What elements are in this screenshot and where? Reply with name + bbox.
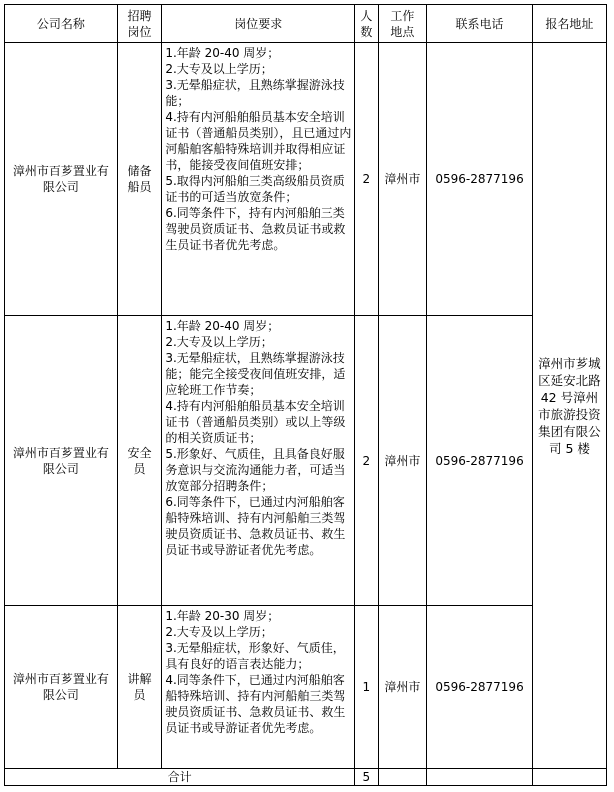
requirement-item: 1.年龄 20-40 周岁； xyxy=(165,319,280,333)
company-cell xyxy=(5,43,118,316)
header-company: 公司名称 xyxy=(5,5,118,43)
count-cell: 2 xyxy=(355,316,378,606)
table-row xyxy=(5,316,607,606)
requirement-item: 4.持有内河船舶船员基本安全培训证书（普通船员类别），且已通过内河船舶客船特殊培训并取得相应证书，能接受夜间值班安排； xyxy=(165,110,352,172)
header-location-label: 工作地点 xyxy=(390,8,415,39)
phone-cell xyxy=(427,606,533,769)
header-count xyxy=(355,5,378,43)
requirements-cell xyxy=(162,316,355,606)
total-row xyxy=(5,769,607,786)
requirement-item: 1.年龄 20-40 周岁； xyxy=(165,46,280,60)
location-cell: 漳州市 xyxy=(378,606,427,769)
requirement-item: 5.取得内河船舶三类高级船员资质证书的可适当放宽条件； xyxy=(165,174,345,204)
address-cell xyxy=(532,43,606,769)
total-empty-cell xyxy=(427,769,533,786)
header-phone: 联系电话 xyxy=(427,5,533,43)
position-cell xyxy=(117,316,162,606)
requirement-item: 6.同等条件下，持有内河船舶三类驾驶员资质证书、急救员证书或救生员证书者优先考虑。 xyxy=(165,206,346,252)
count-cell: 1 xyxy=(355,606,378,769)
phone-cell xyxy=(427,316,533,606)
phone-number: 0596-2877196 xyxy=(435,172,524,186)
requirement-item: 2.大专及以上学历； xyxy=(165,625,273,639)
header-position-label: 招聘岗位 xyxy=(127,8,152,39)
total-empty-cell xyxy=(378,769,427,786)
total-count: 5 xyxy=(355,769,378,786)
total-empty-cell xyxy=(532,769,606,786)
position-name: 讲解员 xyxy=(127,672,152,702)
header-location xyxy=(378,5,427,43)
header-count-label: 人数 xyxy=(360,8,373,39)
requirement-item: 4.持有内河船舶船员基本安全培训证书（普通船员类别）或以上等级的相关资质证书； xyxy=(165,399,346,445)
address-text: 漳州市芗城区延安北路 42 号漳州市旅游投资集团有限公司 5 楼 xyxy=(538,355,601,456)
count-cell: 2 xyxy=(355,43,378,316)
requirement-item: 5.形象好、气质佳，且具备良好服务意识与交流沟通能力者，可适当放宽部分招聘条件； xyxy=(165,447,346,493)
header-address: 报名地址 xyxy=(532,5,606,43)
position-cell xyxy=(117,606,162,769)
table-row xyxy=(5,43,607,316)
company-name: 漳州市百芗置业有限公司 xyxy=(12,164,109,194)
requirements-cell xyxy=(162,43,355,316)
company-cell xyxy=(5,606,118,769)
header-row xyxy=(5,5,607,43)
phone-number: 0596-2877196 xyxy=(435,453,524,468)
requirements-cell xyxy=(162,606,355,769)
header-position xyxy=(117,5,162,43)
requirement-item: 1.年龄 20-30 周岁； xyxy=(165,609,280,623)
requirement-item: 2.大专及以上学历； xyxy=(165,335,273,349)
position-cell xyxy=(117,43,162,316)
requirement-item: 3.无晕船症状，形象好、气质佳，具有良好的语言表达能力； xyxy=(165,641,345,671)
position-name: 储备船员 xyxy=(127,164,152,194)
requirement-item: 4.同等条件下，已通过内河船舶客船特殊培训、持有内河船舶三类驾驶员资质证书、急救员证书、救生员证书或导游证者优先考虑。 xyxy=(165,673,346,735)
location-cell: 漳州市 xyxy=(378,43,427,316)
phone-number: 0596-2877196 xyxy=(435,680,524,694)
header-requirements: 岗位要求 xyxy=(162,5,355,43)
total-label: 合计 xyxy=(5,769,355,786)
recruitment-table xyxy=(4,4,607,786)
phone-cell xyxy=(427,43,533,316)
location-cell: 漳州市 xyxy=(378,316,427,606)
position-name: 安全员 xyxy=(127,445,152,476)
company-name: 漳州市百芗置业有限公司 xyxy=(12,445,109,476)
requirement-item: 3.无晕船症状，且熟练掌握游泳技能；能完全接受夜间值班安排，适应轮班工作节奏； xyxy=(165,351,346,397)
company-cell xyxy=(5,316,118,606)
requirement-item: 3.无晕船症状，且熟练掌握游泳技能； xyxy=(165,78,345,108)
requirement-item: 2.大专及以上学历； xyxy=(165,62,273,76)
requirement-item: 6.同等条件下，已通过内河船舶客船特殊培训、持有内河船舶三类驾驶员资质证书、急救员证书、救生员证书或导游证者优先考虑。 xyxy=(165,495,346,557)
table-row xyxy=(5,606,607,769)
company-name: 漳州市百芗置业有限公司 xyxy=(12,672,109,702)
